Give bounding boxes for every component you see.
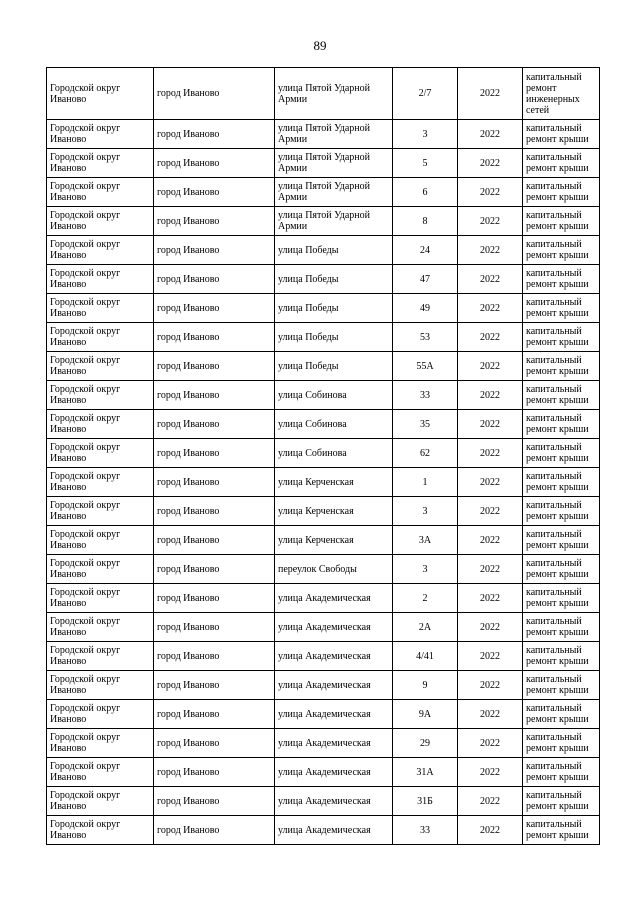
district-cell: Городской округ Иваново bbox=[47, 555, 154, 584]
work-type-cell: капитальный ремонт крыши bbox=[523, 468, 600, 497]
city-cell: город Иваново bbox=[154, 613, 275, 642]
year-cell: 2022 bbox=[458, 207, 523, 236]
work-type-cell: капитальный ремонт крыши bbox=[523, 381, 600, 410]
house-number-cell: 33 bbox=[393, 381, 458, 410]
city-cell: город Иваново bbox=[154, 468, 275, 497]
street-cell: улица Керченская bbox=[275, 497, 393, 526]
district-cell: Городской округ Иваново bbox=[47, 758, 154, 787]
house-number-cell: 31А bbox=[393, 758, 458, 787]
work-type-cell: капитальный ремонт крыши bbox=[523, 700, 600, 729]
table-row bbox=[47, 584, 600, 613]
house-number-cell: 4/41 bbox=[393, 642, 458, 671]
street-cell: улица Академическая bbox=[275, 787, 393, 816]
district-cell: Городской округ Иваново bbox=[47, 120, 154, 149]
street-cell: улица Академическая bbox=[275, 816, 393, 845]
year-cell: 2022 bbox=[458, 729, 523, 758]
table-row bbox=[47, 265, 600, 294]
house-number-cell: 33 bbox=[393, 816, 458, 845]
year-cell: 2022 bbox=[458, 497, 523, 526]
city-cell: город Иваново bbox=[154, 671, 275, 700]
house-number-cell: 55А bbox=[393, 352, 458, 381]
work-type-cell: капитальный ремонт крыши bbox=[523, 758, 600, 787]
table-row bbox=[47, 294, 600, 323]
work-type-cell: капитальный ремонт крыши bbox=[523, 236, 600, 265]
work-type-cell: капитальный ремонт крыши bbox=[523, 497, 600, 526]
district-cell: Городской округ Иваново bbox=[47, 294, 154, 323]
city-cell: город Иваново bbox=[154, 265, 275, 294]
table-row bbox=[47, 787, 600, 816]
work-type-cell: капитальный ремонт крыши bbox=[523, 323, 600, 352]
city-cell: город Иваново bbox=[154, 236, 275, 265]
table-row bbox=[47, 613, 600, 642]
table-row bbox=[47, 352, 600, 381]
district-cell: Городской округ Иваново bbox=[47, 68, 154, 120]
table-row bbox=[47, 120, 600, 149]
city-cell: город Иваново bbox=[154, 816, 275, 845]
street-cell: улица Керченская bbox=[275, 526, 393, 555]
street-cell: улица Академическая bbox=[275, 700, 393, 729]
district-cell: Городской округ Иваново bbox=[47, 410, 154, 439]
city-cell: город Иваново bbox=[154, 323, 275, 352]
house-number-cell: 2 bbox=[393, 584, 458, 613]
house-number-cell: 5 bbox=[393, 149, 458, 178]
work-type-cell: капитальный ремонт крыши bbox=[523, 207, 600, 236]
house-number-cell: 53 bbox=[393, 323, 458, 352]
district-cell: Городской округ Иваново bbox=[47, 178, 154, 207]
table-body bbox=[47, 68, 600, 845]
street-cell: улица Академическая bbox=[275, 642, 393, 671]
city-cell: город Иваново bbox=[154, 555, 275, 584]
city-cell: город Иваново bbox=[154, 642, 275, 671]
table-row bbox=[47, 381, 600, 410]
year-cell: 2022 bbox=[458, 787, 523, 816]
work-type-cell: капитальный ремонт крыши bbox=[523, 178, 600, 207]
table-row bbox=[47, 816, 600, 845]
district-cell: Городской округ Иваново bbox=[47, 642, 154, 671]
district-cell: Городской округ Иваново bbox=[47, 265, 154, 294]
district-cell: Городской округ Иваново bbox=[47, 787, 154, 816]
district-cell: Городской округ Иваново bbox=[47, 526, 154, 555]
house-number-cell: 3А bbox=[393, 526, 458, 555]
work-type-cell: капитальный ремонт крыши bbox=[523, 787, 600, 816]
district-cell: Городской округ Иваново bbox=[47, 149, 154, 178]
year-cell: 2022 bbox=[458, 265, 523, 294]
work-type-cell: капитальный ремонт крыши bbox=[523, 120, 600, 149]
city-cell: город Иваново bbox=[154, 758, 275, 787]
year-cell: 2022 bbox=[458, 294, 523, 323]
work-type-cell: капитальный ремонт крыши bbox=[523, 729, 600, 758]
house-number-cell: 6 bbox=[393, 178, 458, 207]
year-cell: 2022 bbox=[458, 323, 523, 352]
house-number-cell: 1 bbox=[393, 468, 458, 497]
table-row bbox=[47, 178, 600, 207]
table-row bbox=[47, 497, 600, 526]
table-row bbox=[47, 671, 600, 700]
house-number-cell: 2/7 bbox=[393, 68, 458, 120]
table-row bbox=[47, 700, 600, 729]
street-cell: улица Академическая bbox=[275, 584, 393, 613]
city-cell: город Иваново bbox=[154, 526, 275, 555]
house-number-cell: 2А bbox=[393, 613, 458, 642]
work-type-cell: капитальный ремонт крыши bbox=[523, 671, 600, 700]
house-number-cell: 3 bbox=[393, 497, 458, 526]
table-row bbox=[47, 758, 600, 787]
street-cell: улица Академическая bbox=[275, 671, 393, 700]
district-cell: Городской округ Иваново bbox=[47, 584, 154, 613]
street-cell: улица Пятой Ударной Армии bbox=[275, 178, 393, 207]
table-row bbox=[47, 149, 600, 178]
street-cell: улица Академическая bbox=[275, 729, 393, 758]
district-cell: Городской округ Иваново bbox=[47, 381, 154, 410]
table-row bbox=[47, 555, 600, 584]
house-number-cell: 35 bbox=[393, 410, 458, 439]
street-cell: улица Пятой Ударной Армии bbox=[275, 149, 393, 178]
table-row bbox=[47, 439, 600, 468]
street-cell: улица Пятой Ударной Армии bbox=[275, 68, 393, 120]
city-cell: город Иваново bbox=[154, 497, 275, 526]
year-cell: 2022 bbox=[458, 613, 523, 642]
work-type-cell: капитальный ремонт крыши bbox=[523, 265, 600, 294]
district-cell: Городской округ Иваново bbox=[47, 236, 154, 265]
district-cell: Городской округ Иваново bbox=[47, 323, 154, 352]
street-cell: улица Пятой Ударной Армии bbox=[275, 120, 393, 149]
district-cell: Городской округ Иваново bbox=[47, 816, 154, 845]
page-number: 89 bbox=[313, 38, 327, 53]
year-cell: 2022 bbox=[458, 352, 523, 381]
work-type-cell: капитальный ремонт крыши bbox=[523, 642, 600, 671]
year-cell: 2022 bbox=[458, 526, 523, 555]
year-cell: 2022 bbox=[458, 439, 523, 468]
house-number-cell: 31Б bbox=[393, 787, 458, 816]
street-cell: улица Победы bbox=[275, 323, 393, 352]
year-cell: 2022 bbox=[458, 149, 523, 178]
year-cell: 2022 bbox=[458, 671, 523, 700]
district-cell: Городской округ Иваново bbox=[47, 207, 154, 236]
table-row bbox=[47, 207, 600, 236]
street-cell: улица Пятой Ударной Армии bbox=[275, 207, 393, 236]
year-cell: 2022 bbox=[458, 381, 523, 410]
street-cell: переулок Свободы bbox=[275, 555, 393, 584]
repair-schedule-table bbox=[46, 67, 600, 845]
city-cell: город Иваново bbox=[154, 352, 275, 381]
year-cell: 2022 bbox=[458, 178, 523, 207]
house-number-cell: 9А bbox=[393, 700, 458, 729]
work-type-cell: капитальный ремонт крыши bbox=[523, 149, 600, 178]
work-type-cell: капитальный ремонт крыши bbox=[523, 526, 600, 555]
street-cell: улица Собинова bbox=[275, 439, 393, 468]
work-type-cell: капитальный ремонт крыши bbox=[523, 410, 600, 439]
year-cell: 2022 bbox=[458, 468, 523, 497]
work-type-cell: капитальный ремонт крыши bbox=[523, 294, 600, 323]
table-row bbox=[47, 236, 600, 265]
district-cell: Городской округ Иваново bbox=[47, 613, 154, 642]
work-type-cell: капитальный ремонт крыши bbox=[523, 584, 600, 613]
street-cell: улица Победы bbox=[275, 265, 393, 294]
street-cell: улица Собинова bbox=[275, 410, 393, 439]
year-cell: 2022 bbox=[458, 68, 523, 120]
table-row bbox=[47, 729, 600, 758]
house-number-cell: 9 bbox=[393, 671, 458, 700]
city-cell: город Иваново bbox=[154, 410, 275, 439]
year-cell: 2022 bbox=[458, 816, 523, 845]
street-cell: улица Керченская bbox=[275, 468, 393, 497]
house-number-cell: 62 bbox=[393, 439, 458, 468]
table-row bbox=[47, 323, 600, 352]
district-cell: Городской округ Иваново bbox=[47, 671, 154, 700]
city-cell: город Иваново bbox=[154, 787, 275, 816]
house-number-cell: 47 bbox=[393, 265, 458, 294]
city-cell: город Иваново bbox=[154, 729, 275, 758]
district-cell: Городской округ Иваново bbox=[47, 352, 154, 381]
street-cell: улица Победы bbox=[275, 294, 393, 323]
year-cell: 2022 bbox=[458, 555, 523, 584]
city-cell: город Иваново bbox=[154, 439, 275, 468]
city-cell: город Иваново bbox=[154, 68, 275, 120]
city-cell: город Иваново bbox=[154, 178, 275, 207]
year-cell: 2022 bbox=[458, 700, 523, 729]
city-cell: город Иваново bbox=[154, 207, 275, 236]
street-cell: улица Академическая bbox=[275, 758, 393, 787]
street-cell: улица Победы bbox=[275, 236, 393, 265]
year-cell: 2022 bbox=[458, 584, 523, 613]
district-cell: Городской округ Иваново bbox=[47, 729, 154, 758]
house-number-cell: 49 bbox=[393, 294, 458, 323]
work-type-cell: капитальный ремонт крыши bbox=[523, 555, 600, 584]
table-row bbox=[47, 68, 600, 120]
house-number-cell: 3 bbox=[393, 555, 458, 584]
work-type-cell: капитальный ремонт крыши bbox=[523, 613, 600, 642]
work-type-cell: капитальный ремонт крыши bbox=[523, 439, 600, 468]
house-number-cell: 24 bbox=[393, 236, 458, 265]
work-type-cell: капитальный ремонт инженерных сетей bbox=[523, 68, 600, 120]
year-cell: 2022 bbox=[458, 120, 523, 149]
city-cell: город Иваново bbox=[154, 381, 275, 410]
work-type-cell: капитальный ремонт крыши bbox=[523, 352, 600, 381]
table-row bbox=[47, 526, 600, 555]
table-row bbox=[47, 642, 600, 671]
table-row bbox=[47, 468, 600, 497]
work-type-cell: капитальный ремонт крыши bbox=[523, 816, 600, 845]
street-cell: улица Собинова bbox=[275, 381, 393, 410]
year-cell: 2022 bbox=[458, 410, 523, 439]
year-cell: 2022 bbox=[458, 236, 523, 265]
house-number-cell: 29 bbox=[393, 729, 458, 758]
city-cell: город Иваново bbox=[154, 149, 275, 178]
city-cell: город Иваново bbox=[154, 294, 275, 323]
city-cell: город Иваново bbox=[154, 584, 275, 613]
district-cell: Городской округ Иваново bbox=[47, 497, 154, 526]
year-cell: 2022 bbox=[458, 758, 523, 787]
city-cell: город Иваново bbox=[154, 120, 275, 149]
city-cell: город Иваново bbox=[154, 700, 275, 729]
house-number-cell: 8 bbox=[393, 207, 458, 236]
street-cell: улица Академическая bbox=[275, 613, 393, 642]
district-cell: Городской округ Иваново bbox=[47, 468, 154, 497]
street-cell: улица Победы bbox=[275, 352, 393, 381]
house-number-cell: 3 bbox=[393, 120, 458, 149]
table-row bbox=[47, 410, 600, 439]
district-cell: Городской округ Иваново bbox=[47, 439, 154, 468]
year-cell: 2022 bbox=[458, 642, 523, 671]
district-cell: Городской округ Иваново bbox=[47, 700, 154, 729]
